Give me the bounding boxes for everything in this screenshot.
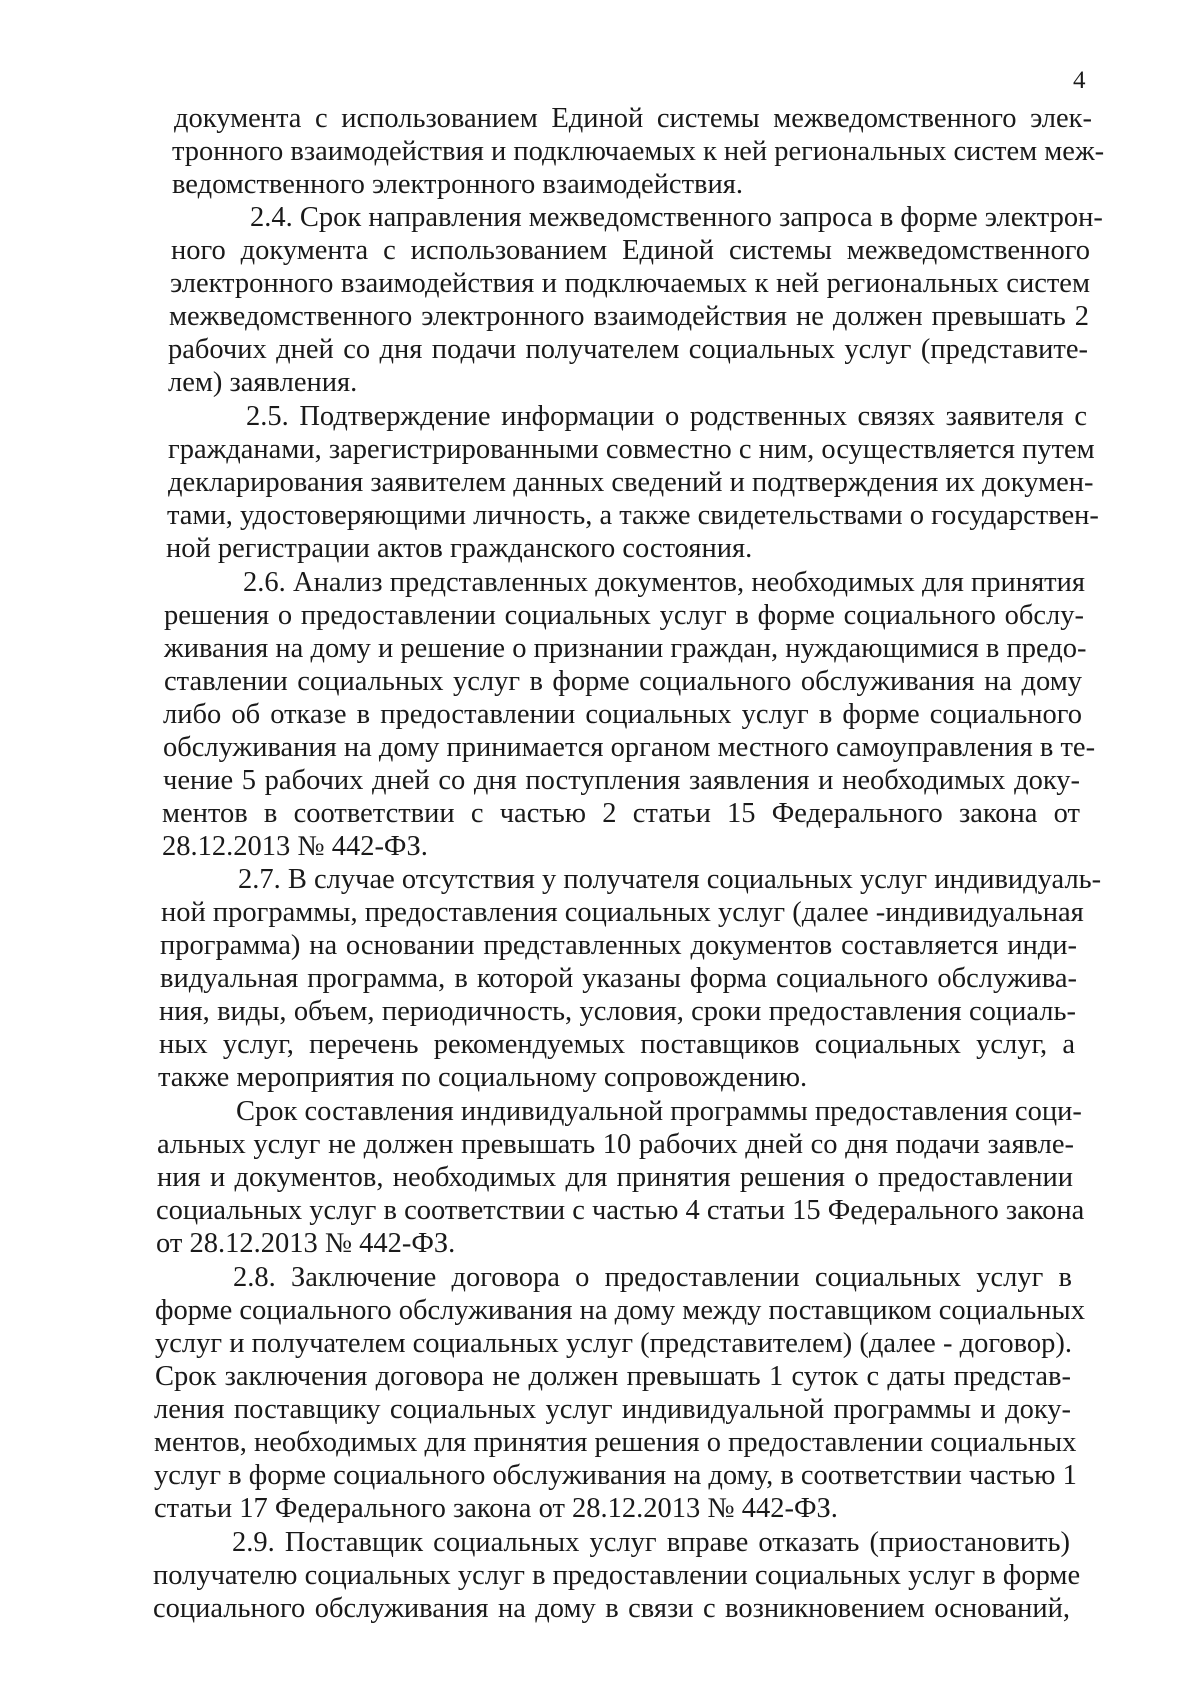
text-line: ментов, необходимых для принятия решения о предоставлении социальных (154, 1427, 1077, 1458)
text-line: лем) заявления. (168, 367, 358, 398)
text-line: электронного взаимодействия и подключаемых к ней региональных систем (170, 268, 1090, 299)
text-line: декларирования заявителем данных сведений и подтверждения их докумен- (168, 467, 1094, 498)
text-line: тами, удостоверяющими личность, а также свидетельствами о государствен- (167, 500, 1099, 531)
text-line: ного документа с использованием Единой системы межведомственного (171, 235, 1090, 266)
text-line: ления поставщику социальных услуг индивидуальной программы и доку- (154, 1394, 1071, 1425)
text-line: ставлении социальных услуг в форме социального обслуживания на дому (164, 666, 1082, 697)
text-line: живания на дому и решение о признании граждан, нуждающимися в предо- (164, 633, 1087, 664)
text-line: видуальная программа, в которой указаны форма социального обслужива- (160, 963, 1077, 994)
text-line: чение 5 рабочих дней со дня поступления заявления и необходимых доку- (163, 765, 1080, 796)
text-line: статьи 17 Федерального закона от 28.12.2013 № 442-ФЗ. (154, 1493, 838, 1524)
text-line: ния и документов, необходимых для принятия решения о предоставлении (157, 1162, 1073, 1193)
text-line: Срок заключения договора не должен превышать 1 суток с даты представ- (155, 1361, 1071, 1392)
text-line: также мероприятия по социальному сопровождению. (158, 1062, 808, 1093)
text-line: тронного взаимодействия и подключаемых к ней региональных систем меж- (172, 136, 1105, 167)
text-line: услуг в форме социального обслуживания на дому, в соответствии частью 1 (154, 1460, 1077, 1491)
text-line: ния, виды, объем, периодичность, условия, сроки предоставления социаль- (159, 996, 1076, 1027)
text-line: обслуживания на дому принимается органом местного самоуправления в те- (163, 732, 1096, 763)
text-line: либо об отказе в предоставлении социальных услуг в форме социального (163, 699, 1082, 730)
text-line: 2.8. Заключение договора о предоставлении социальных услуг в (233, 1262, 1072, 1293)
text-line: от 28.12.2013 № 442-ФЗ. (156, 1228, 456, 1259)
text-line: ной регистрации актов гражданского состояния. (166, 533, 753, 564)
text-line: ных услуг, перечень рекомендуемых поставщиков социальных услуг, а (159, 1029, 1075, 1060)
text-line: социальных услуг в соответствии с частью 4 статьи 15 Федерального закона (156, 1195, 1085, 1226)
text-line: рабочих дней со дня подачи получателем социальных услуг (представите- (168, 334, 1088, 365)
page-number: 4 (1073, 67, 1086, 94)
text-line: 2.4. Срок направления межведомственного запроса в форме электрон- (250, 202, 1103, 233)
text-line: программа) на основании представленных документов составляется инди- (160, 930, 1077, 961)
text-line: 28.12.2013 № 442-ФЗ. (162, 831, 428, 862)
text-line: гражданами, зарегистрированными совместно с ним, осуществляется путем (168, 434, 1095, 465)
text-line: 2.7. В случае отсутствия у получателя социальных услуг индивидуаль- (238, 864, 1102, 895)
text-line: ведомственного электронного взаимодействия. (172, 169, 743, 200)
text-line: Срок составления индивидуальной программы предоставления соци- (236, 1096, 1082, 1127)
text-line: документа с использованием Единой системы межведомственного элек- (174, 103, 1092, 134)
text-line: решения о предоставлении социальных услуг в форме социального обслу- (164, 600, 1084, 631)
text-line: ной программы, предоставления социальных услуг (далее -индивидуальная (161, 897, 1084, 928)
text-line: социального обслуживания на дому в связи с возникновением оснований, (153, 1593, 1070, 1624)
text-line: форме социального обслуживания на дому между поставщиком социальных (155, 1295, 1085, 1326)
text-line: получателю социальных услуг в предоставлении социальных услуг в форме (153, 1560, 1081, 1591)
text-line: межведомственного электронного взаимодействия не должен превышать 2 (169, 301, 1089, 332)
text-line: 2.5. Подтверждение информации о родственных связях заявителя с (246, 401, 1087, 432)
text-line: 2.6. Анализ представленных документов, необходимых для принятия (243, 567, 1085, 598)
text-line: услуг и получателем социальных услуг (представителем) (далее - договор). (155, 1328, 1072, 1359)
text-line: альных услуг не должен превышать 10 рабочих дней со дня подачи заявле- (157, 1129, 1074, 1160)
text-line: ментов в соответствии с частью 2 статьи 15 Федерального закона от (162, 798, 1080, 829)
text-line: 2.9. Поставщик социальных услуг вправе отказать (приостановить) (232, 1527, 1070, 1558)
